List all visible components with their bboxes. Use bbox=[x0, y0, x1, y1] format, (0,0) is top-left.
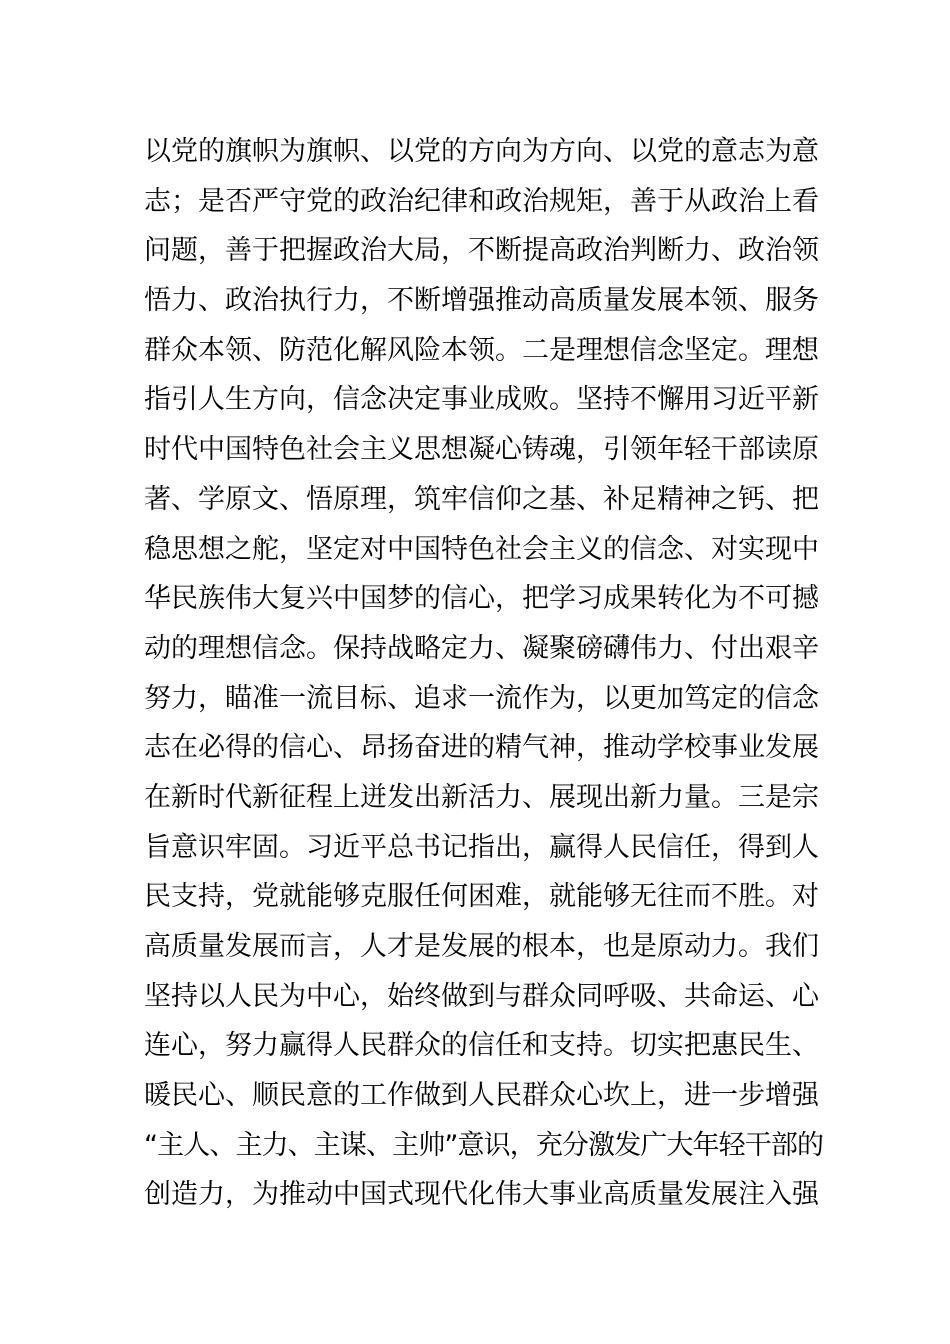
text-line: “主人、主力、主谋、主帅”意识，充分激发广大年轻干部的 bbox=[144, 1129, 824, 1161]
text-line: 志在必得的信心、昂扬奋进的精气神，推动学校事业发展 bbox=[144, 732, 819, 764]
text-line: 旨意识牢固。习近平总书记指出，赢得人民信任，得到人 bbox=[144, 831, 819, 863]
text-line: 以党的旗帜为旗帜、以党的方向为方向、以党的意志为意 bbox=[144, 136, 819, 167]
text-line: 华民族伟大复兴中国梦的信心，把学习成果转化为不可撼 bbox=[144, 583, 819, 615]
text-line: 稳思想之舵，坚定对中国特色社会主义的信念、对实现中 bbox=[144, 533, 819, 565]
text-line: 著、学原文、悟原理，筑牢信仰之基、补足精神之钙、把 bbox=[144, 483, 819, 515]
text-line: 民支持，党就能够克服任何困难，就能够无往而不胜。对 bbox=[144, 881, 819, 913]
text-line: 志；是否严守党的政治纪律和政治规矩，善于从政治上看 bbox=[144, 185, 819, 217]
text-line: 动的理想信念。保持战略定力、凝聚磅礴伟力、付出艰辛 bbox=[144, 632, 819, 664]
text-line: 问题，善于把握政治大局，不断提高政治判断力、政治领 bbox=[144, 235, 819, 267]
text-line: 悟力、政治执行力，不断增强推动高质量发展本领、服务 bbox=[144, 285, 819, 317]
text-line: 努力，瞄准一流目标、追求一流作为，以更加笃定的信念 bbox=[144, 682, 819, 714]
text-line: 连心，努力赢得人民群众的信任和支持。切实把惠民生、 bbox=[144, 1030, 819, 1062]
text-line: 指引人生方向，信念决定事业成败。坚持不懈用习近平新 bbox=[144, 384, 819, 416]
text-line: 时代中国特色社会主义思想凝心铸魂，引领年轻干部读原 bbox=[144, 434, 819, 466]
text-line: 高质量发展而言，人才是发展的根本，也是原动力。我们 bbox=[144, 931, 819, 962]
text-line: 坚持以人民为中心，始终做到与群众同呼吸、共命运、心 bbox=[144, 980, 819, 1012]
text-line: 在新时代新征程上迸发出新活力、展现出新力量。三是宗 bbox=[144, 781, 819, 813]
text-line: 暖民心、顺民意的工作做到人民群众心坎上，进一步增强 bbox=[144, 1080, 819, 1112]
text-line: 创造力，为推动中国式现代化伟大事业高质量发展注入强 bbox=[144, 1179, 819, 1211]
text-line: 群众本领、防范化解风险本领。二是理想信念坚定。理想 bbox=[144, 334, 819, 366]
body-paragraph bbox=[144, 127, 824, 1220]
